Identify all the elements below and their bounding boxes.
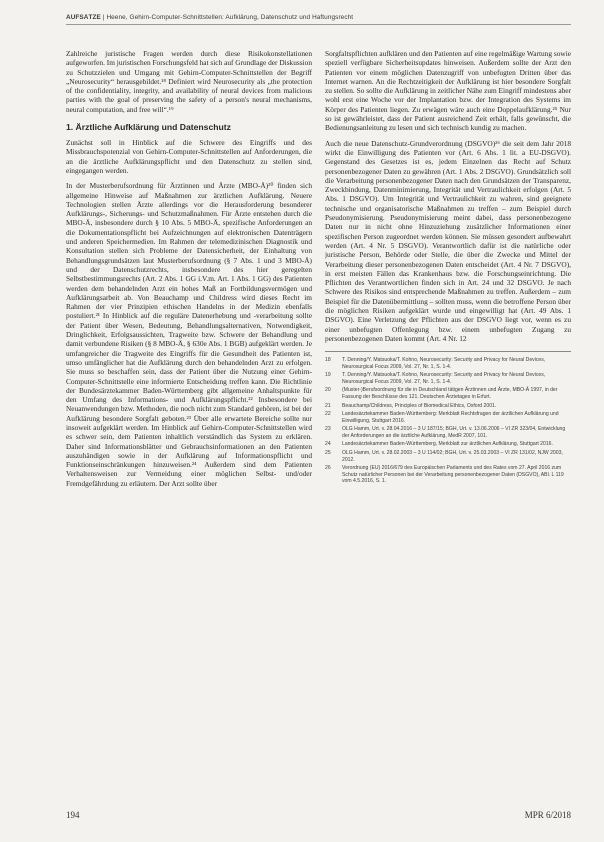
footnote-text: Landesärztekammer Baden-Württemberg: Merkblatt Rechtsfragen der ärztlichen Aufklärung und Einwilligung, Stuttgart 2016. <box>342 411 559 424</box>
footnote-text: OLG Hamm, Urt. v. 28.04.2016 – 3 U 187/15; BGH, Urt. v. 13.06.2006 – VI ZR 323/04, Entwicklung der Anforderungen an die ärztliche Aufklärung, MedR 2007, 101. <box>342 426 566 439</box>
right-column <box>325 49 571 494</box>
footnote-text: (Muster-)Berufsordnung für die in Deutschland tätigen Ärztinnen und Ärzte, MBO-Ä 1997, in der Fassung der Beschlüsse des 121. Deutschen Ärztetages in Erfurt. <box>342 387 558 400</box>
running-head <box>66 14 571 25</box>
journal-issue: MPR 6/2018 <box>524 810 571 820</box>
footnote <box>325 372 571 385</box>
left-column <box>66 49 312 494</box>
article-title: Heene, Gehirn-Computer-Schnittstellen: Aufklärung, Datenschutz und Haftungsrecht <box>106 14 354 21</box>
footnote-text: T. Denning/Y. Matsuoka/T. Kohno, Neurosecurity: Security and Privacy for Neural Devices, Neurosurgical Focus 2009, Vol. 27, Nr. 1, S. 1-4. <box>342 357 546 370</box>
footnote-number: 18 <box>325 357 331 364</box>
footnote-text: Verordnung (EU) 2016/679 des Europäischen Parlaments und des Rates vom 27. April 2016 zum Schutz natürlicher Personen bei der Verarbeitung personenbezogener Daten (DSGVO), ABl. L 119 vom 4.5.2016, S. 1. <box>342 465 564 485</box>
footnote-text: T. Denning/Y. Matsuoka/T. Kohno, Neurosecurity: Security and Privacy for Neural Devices, Neurosurgical Focus 2009, Vol. 27, Nr. 1, S. 1-4. <box>342 372 546 385</box>
footnote-text: OLG Hamm, Urt. v. 28.02.2003 – 3 U 114/02; BGH, Urt. v. 25.03.2003 – VI ZR 131/02, NJW 2003, 2012. <box>342 450 563 463</box>
footnote-number: 23 <box>325 426 331 433</box>
footnote-number: 21 <box>325 402 331 409</box>
right-paragraph-1: Sorgfaltspflichten aufklären und den Patienten auf eine regelmäßige Wartung sowie speziell verfügbare Sicherheitsupdates hinweisen. Außerdem sollte der Arzt den Patienten vor einem möglichen Datenzugriff von unbefugten Dritten über das Internet warnen. An die Rechtzeitigkeit der Aufklärung ist hier besondere Sorgfalt zu stellen. So sollte die Aufklärung in zeitlicher Nähe zum Eingriff mindestens aber wohl erst eine Woche vor der Implantation bzw. der Integration des Systems im Körper des Patienten liegen. Zu erwägen wäre auch eine Doppelaufklärung.²⁵ Nur so ist gewährleistet, dass der Patient ausreichend Zeit erhält, falls gewünscht, die Bedienungsanleitung zu lesen und sich technisch kundig zu machen. <box>325 49 571 133</box>
footnote <box>325 387 571 400</box>
footnote-text: Beauchamp/Childress, Principles of Biomedical Ethics, Oxford 2001. <box>342 402 497 409</box>
footnote <box>325 465 571 484</box>
two-column-body <box>66 49 571 494</box>
footnote <box>325 441 571 447</box>
footnote <box>325 403 571 409</box>
footnote-number: 26 <box>325 465 331 472</box>
section-intro-paragraph: Zunächst soll in Hinblick auf die Schwere des Eingriffs und des Missbrauchspotenzial von Gehirn-Computer-Schnittstellen auf Anforderungen, die an die ärztliche Aufklärungspflicht und den Datenschutz zu stellen sind, eingegangen werden. <box>66 138 312 175</box>
intro-paragraph: Zahlreiche juristische Fragen werden durch diese Risikokonstellationen aufgeworfen. Im juristischen Forschungsfeld hat sich auf Grundlage der Diskussion zu Schutzzielen und Umgang mit Gehirn-Computer-Schnittstellen der Begriff „Neurosecurity“ herausgebildet.¹⁸ Definiert wird Neurosecurity als „the protection of the confidentiality, integrity, and availability of neural devices from malicious parties with the goal of preserving the safety of a person's neural mechanisms, neural computation, and free will“.¹⁹ <box>66 49 312 114</box>
section-heading: 1. Ärztliche Aufklärung und Datenschutz <box>66 122 231 133</box>
section-label: AUFSÄTZE <box>66 14 101 21</box>
footnote <box>325 357 571 370</box>
main-paragraph: In der Musterberufsordnung für Ärztinnen und Ärzte (MBO-Ä)²⁰ finden sich allgemeine Hinweise auf Maßnahmen zur ärztlichen Aufklärung. Neuere Technologien stellen Ärzte allerdings vor die Herausforderung besonderer Aufklärungs-, Sicherungs- und Schutzmaßnahmen. Für Ärzte entstehen durch die MBO-Ä, insbesondere durch § 10 Abs. 5 MBO-Ä, spezifische Anforderungen an die Dokumentationspflicht bei Aufzeichnungen auf elektronischen Datenträgern und anderen Speichermedien. Im Rahmen der telemedizinischen Diagnostik und Konsultation stellen sich Probleme der Datensicherheit, der Einhaltung von Behandlungsgrundsätzen laut Musterberufsordnung (§ 7 Abs. 1 und 3 MBO-Ä) und der Datenschutzrechts, insbesondere des hier geregelten Selbstbestimmungsrechts (Art. 2 Abs. 1 GG i.V.m. Art. 1 Abs. 1 GG) des Patienten werden dem behandelnden Arzt ein hohes Maß an Fortbildungsvermögen und Aufklärungsarbeit ab. Von Beauchamp und Childress wird dieses Recht im Rahmen der vier Prinzipien ethischen Handelns in der Medizin ebenfalls postuliert.²¹ In Hinblick auf die reguläre Datenerhebung und -verarbeitung sollte der Patient über Wesen, Bedeutung, Behandlungsalternativen, Notwendigkeit, Dringlichkeit, Erfolgsaussichten, Tragweite bzw. Schwere der Behandlung und damit verbundene Risiken (§ 8 MBO-Ä, § 630e Abs. 1 BGB) aufgeklärt werden. Je umfangreicher die Tragweite des Eingriffs für die Gesundheit des Patienten ist, umso umfänglicher hat die Aufklärung durch den behandelnden Arzt zu erfolgen. Sie muss so beschaffen sein, dass der Patient über die Nutzung einer Gehirn-Computer-Schnittstelle eine informierte Entscheidung treffen kann. Die Richtlinie der Bundesärztekammer Baden-Württemberg gibt allgemeine Anhaltspunkte für den Umfang des Informations- und Aufklärungspflicht.²² Insbesondere bei Neuanwendungen bzw. Methoden, die noch nicht zum Standard gehören, ist bei der Aufklärung besondere Sorgfalt geboten.²³ Über alle erwartete Bereiche sollte nur insoweit aufgeklärt werden. Im Hinblick auf Gehirn-Computer-Schnittstellen wird es schwer sein, dem Patienten inhaltlich verständlich das System zu erklären. Daher sind Informationsblätter und Gebrauchsinformationen an den Patienten auszuhändigen sowie in der Aufklärung auf Informationspflicht und Funktionseinschränkungen hinzuweisen.²⁴ Außerdem sind dem Patienten Verhaltensweisen zur Vermeidung einer möglichen Selbst- und/oder Fremdgefährdung zu erläutern. Der Arzt sollte über <box>66 181 312 488</box>
page-footer <box>66 806 571 820</box>
header-separator: | <box>102 14 105 21</box>
footnote-number: 22 <box>325 411 331 418</box>
footnote-text: Landesärztekammer Baden-Württemberg, Merkblatt zur ärztlichen Aufklärung, Stuttgart 2016. <box>342 441 553 448</box>
footnotes <box>325 351 571 484</box>
footnote <box>325 411 571 424</box>
footnote <box>325 426 571 439</box>
footnote-number: 25 <box>325 450 331 457</box>
footnote-number: 19 <box>325 372 331 379</box>
right-paragraph-2: Auch die neue Datenschutz-Grundverordnung (DSGVO)²⁶ die seit dem Jahr 2018 wirkt die Einwilligung des Patienten vor (Art. 6 Abs. 1 lit. a EU-DSGVO). Gegenstand des Gesetzes ist es, jedem Einzelnen das Recht auf Schutz personenbezogener Daten zu gewähren (Art. 1 Abs. 2 DSGVO). Grundsätzlich soll die Verarbeitung personenbezogener Daten nach den Grundsätzen der Transparenz, Zweckbindung, Datenminimierung, Integrität und Vertraulichkeit erfolgen (Art. 5 Abs. 1 DSGVO). Um Integrität und Vertraulichkeit zu wahren, sind geeignete technische und organisatorische Maßnahmen zu treffen – zum Beispiel durch Pseudonymisierung. Pseudonymisierung meint dabei, dass personenbezogene Daten nur in nicht ohne Hinzuziehung zusätzlicher Informationen einer spezifischen Person zugeordnet werden können. Sie müssen gesondert aufbewahrt werden (Art. 4 Nr. 5 DSGVO). Verantwortlich dafür ist die natürliche oder juristische Person, Behörde oder Stelle, die über die Zwecke und Mittel der Verarbeitung dieser personenbezogenen Daten entscheidet (Art. 4 Nr. 7 DSGVO), in erst meisten Fällen das Krankenhaus bzw. die Forschungseinrichtung. Die Pflichten des Verantwortlichen finden sich in Art. 24 und 32 DSGVO. Je nach Schwere des Risikos sind entsprechende Maßnahmen zu treffen. Außerdem – zum Beispiel für die Datenübermittlung – sollten muss, wenn die betroffene Person über die möglichen Risiken aufgeklärt wurde und eingewilligt hat (Art. 49 Abs. 1 DSGVO). Eine Verletzung der Pflichten aus der DSGVO liegt vor, wenn es zu einer unbefugten Offenlegung bzw. einem unbefugten Zugang zu personenbezogenen Daten kommt (Art. 4 Nr. 12 <box>325 138 571 343</box>
footnote-number: 20 <box>325 387 331 394</box>
page-number: 194 <box>66 810 80 820</box>
footnote <box>325 450 571 463</box>
footnote-number: 24 <box>325 441 331 448</box>
